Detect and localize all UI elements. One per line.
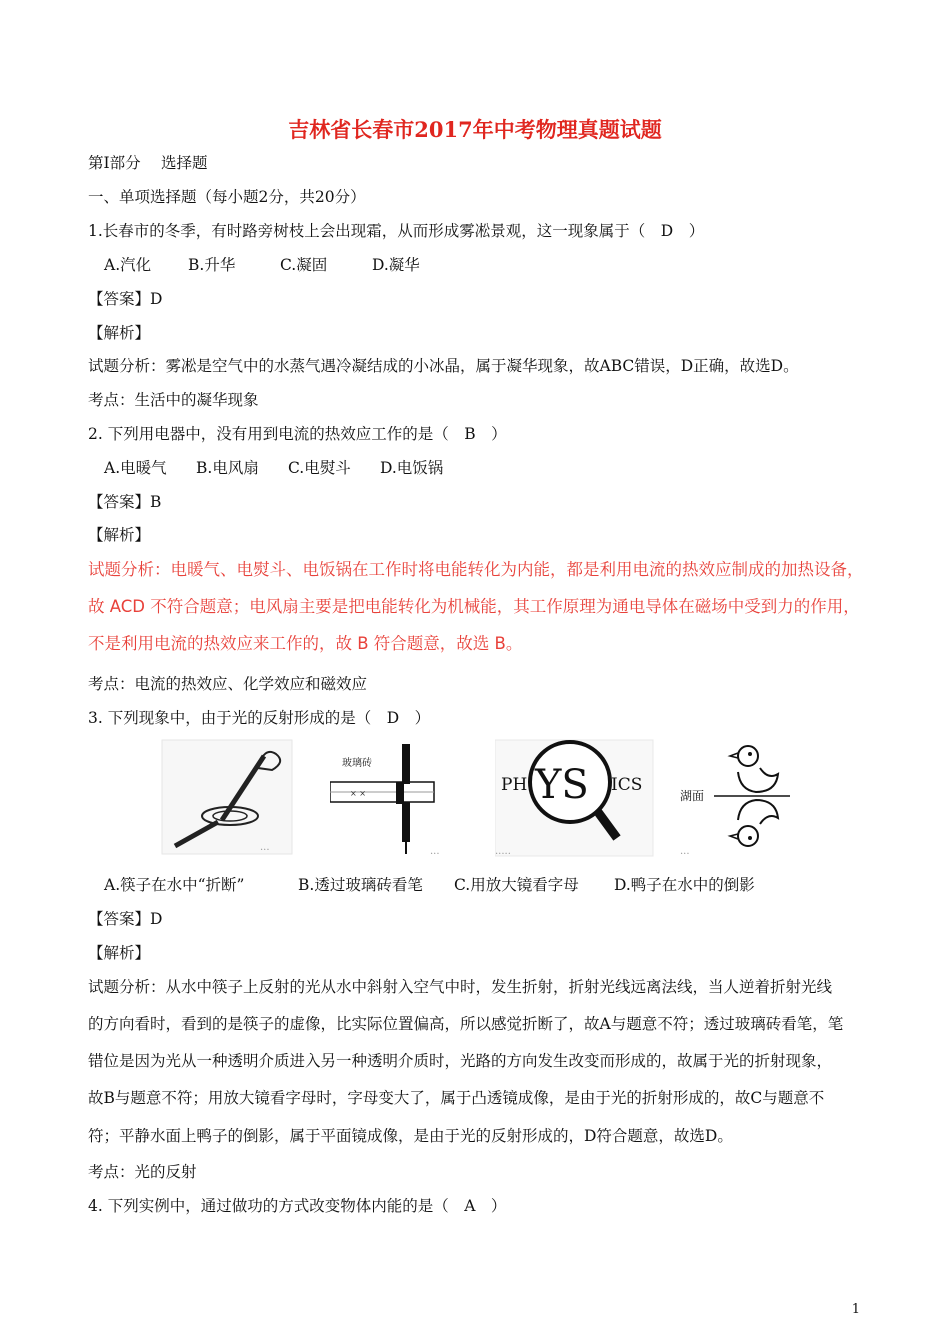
question-3-analysis-label: 【解析】 [88,944,151,962]
option-d: D.鸭子在水中的倒影 [614,876,755,894]
option-c: C.电熨斗 [288,459,351,477]
option-a: A.筷子在水中“折断” [104,876,245,894]
question-3-analysis-line: 错位是因为光从一种透明介质进入另一种透明介质时，光路的方向发生改变而形成的，故属于光的折射现象， [88,1052,833,1070]
magnifier-text-right: ICS [611,775,643,795]
option-a: A.汽化 [104,256,152,274]
section-heading: 一、单项选择题（每小题2分，共20分） [88,188,366,206]
option-b: B.升华 [188,256,236,274]
question-2-stem: 2. 下列用电器中，没有用到电流的热效应工作的是（ B ） [88,425,507,443]
lake-surface-label: 湖面 [680,789,705,803]
question-1-analysis: 试题分析：雾凇是空气中的水蒸气遇冷凝结成的小冰晶，属于凝华现象，故ABC错误，D正确，故选D。 [88,357,799,375]
svg-text:...: ... [680,846,690,857]
svg-text:.....: ..... [495,846,511,857]
question-3-analysis-line: 故B与题意不符；用放大镜看字母时，字母变大了，属于凸透镜成像，是由于光的折射形成的，故C与题意不 [88,1089,825,1107]
question-3-analysis-line: 符；平静水面上鸭子的倒影，属于平面镜成像，是由于光的反射形成的，D符合题意，故选D。 [88,1127,733,1145]
question-1-stem: 1.长春市的冬季，有时路旁树枝上会出现霜，从而形成雾凇景观，这一现象属于（ D ） [88,222,705,240]
question-3-analysis-line: 的方向看时，看到的是筷子的虚像，比实际位置偏高，所以感觉折断了，故A与题意不符；透过玻璃砖看笔，笔 [88,1015,844,1033]
svg-text:...: ... [260,842,270,853]
part-heading: 第Ⅰ部分 选择题 [88,154,208,172]
question-3-stem: 3. 下列现象中，由于光的反射形成的是（ D ） [88,709,431,727]
option-b: B.电风扇 [196,459,259,477]
option-c: C.凝固 [280,256,328,274]
question-1-answer: 【答案】D [88,290,163,308]
duck-reflection-figure [680,738,800,860]
option-d: D.凝华 [372,256,420,274]
glass-brick-label: 玻璃砖 [342,758,372,769]
question-1-options [104,255,420,275]
magnifier-text-zoom: YS [535,762,589,808]
page-number: 1 [851,1302,860,1317]
svg-text:...: ... [430,846,440,857]
svg-text:× ×: × × [350,789,366,798]
question-2-analysis-line: 试题分析：电暖气、电熨斗、电饭锅在工作时将电能转化为内能，都是利用电流的热效应制成的加热设备， [88,560,864,579]
question-3-options [104,875,755,895]
chopsticks-figure [160,738,295,858]
question-2-analysis-line: 不是利用电流的热效应来工作的，故 B 符合题意，故选 B。 [88,634,523,653]
magnifier-figure [495,738,655,860]
question-1-analysis-label: 【解析】 [88,324,151,342]
glass-brick-figure [330,738,460,860]
question-1-kaodian: 考点：生活中的凝华现象 [88,391,259,409]
option-d: D.电饭锅 [380,459,444,477]
question-2-analysis-label: 【解析】 [88,526,151,544]
question-4-stem: 4. 下列实例中，通过做功的方式改变物体内能的是（ A ） [88,1197,507,1215]
page-title: 吉林省长春市2017年中考物理真题试题 [288,117,662,142]
question-3-kaodian: 考点：光的反射 [88,1163,197,1181]
option-a: A.电暖气 [104,459,167,477]
question-3-answer: 【答案】D [88,910,163,928]
question-2-analysis-line: 故 ACD 不符合题意；电风扇主要是把电能转化为机械能，其工作原理为通电导体在磁场中受到力的作用， [88,597,860,616]
option-b: B.透过玻璃砖看笔 [298,876,423,894]
question-3-figures [160,738,800,860]
question-2-answer: 【答案】B [88,493,162,511]
question-2-options [104,458,443,478]
question-2-kaodian: 考点：电流的热效应、化学效应和磁效应 [88,675,368,693]
magnifier-text-left: PH [501,775,528,795]
question-3-analysis-line: 试题分析：从水中筷子上反射的光从水中斜射入空气中时，发生折射，折射光线远离法线，当人逆着折射光线 [88,978,833,996]
option-c: C.用放大镜看字母 [454,876,579,894]
